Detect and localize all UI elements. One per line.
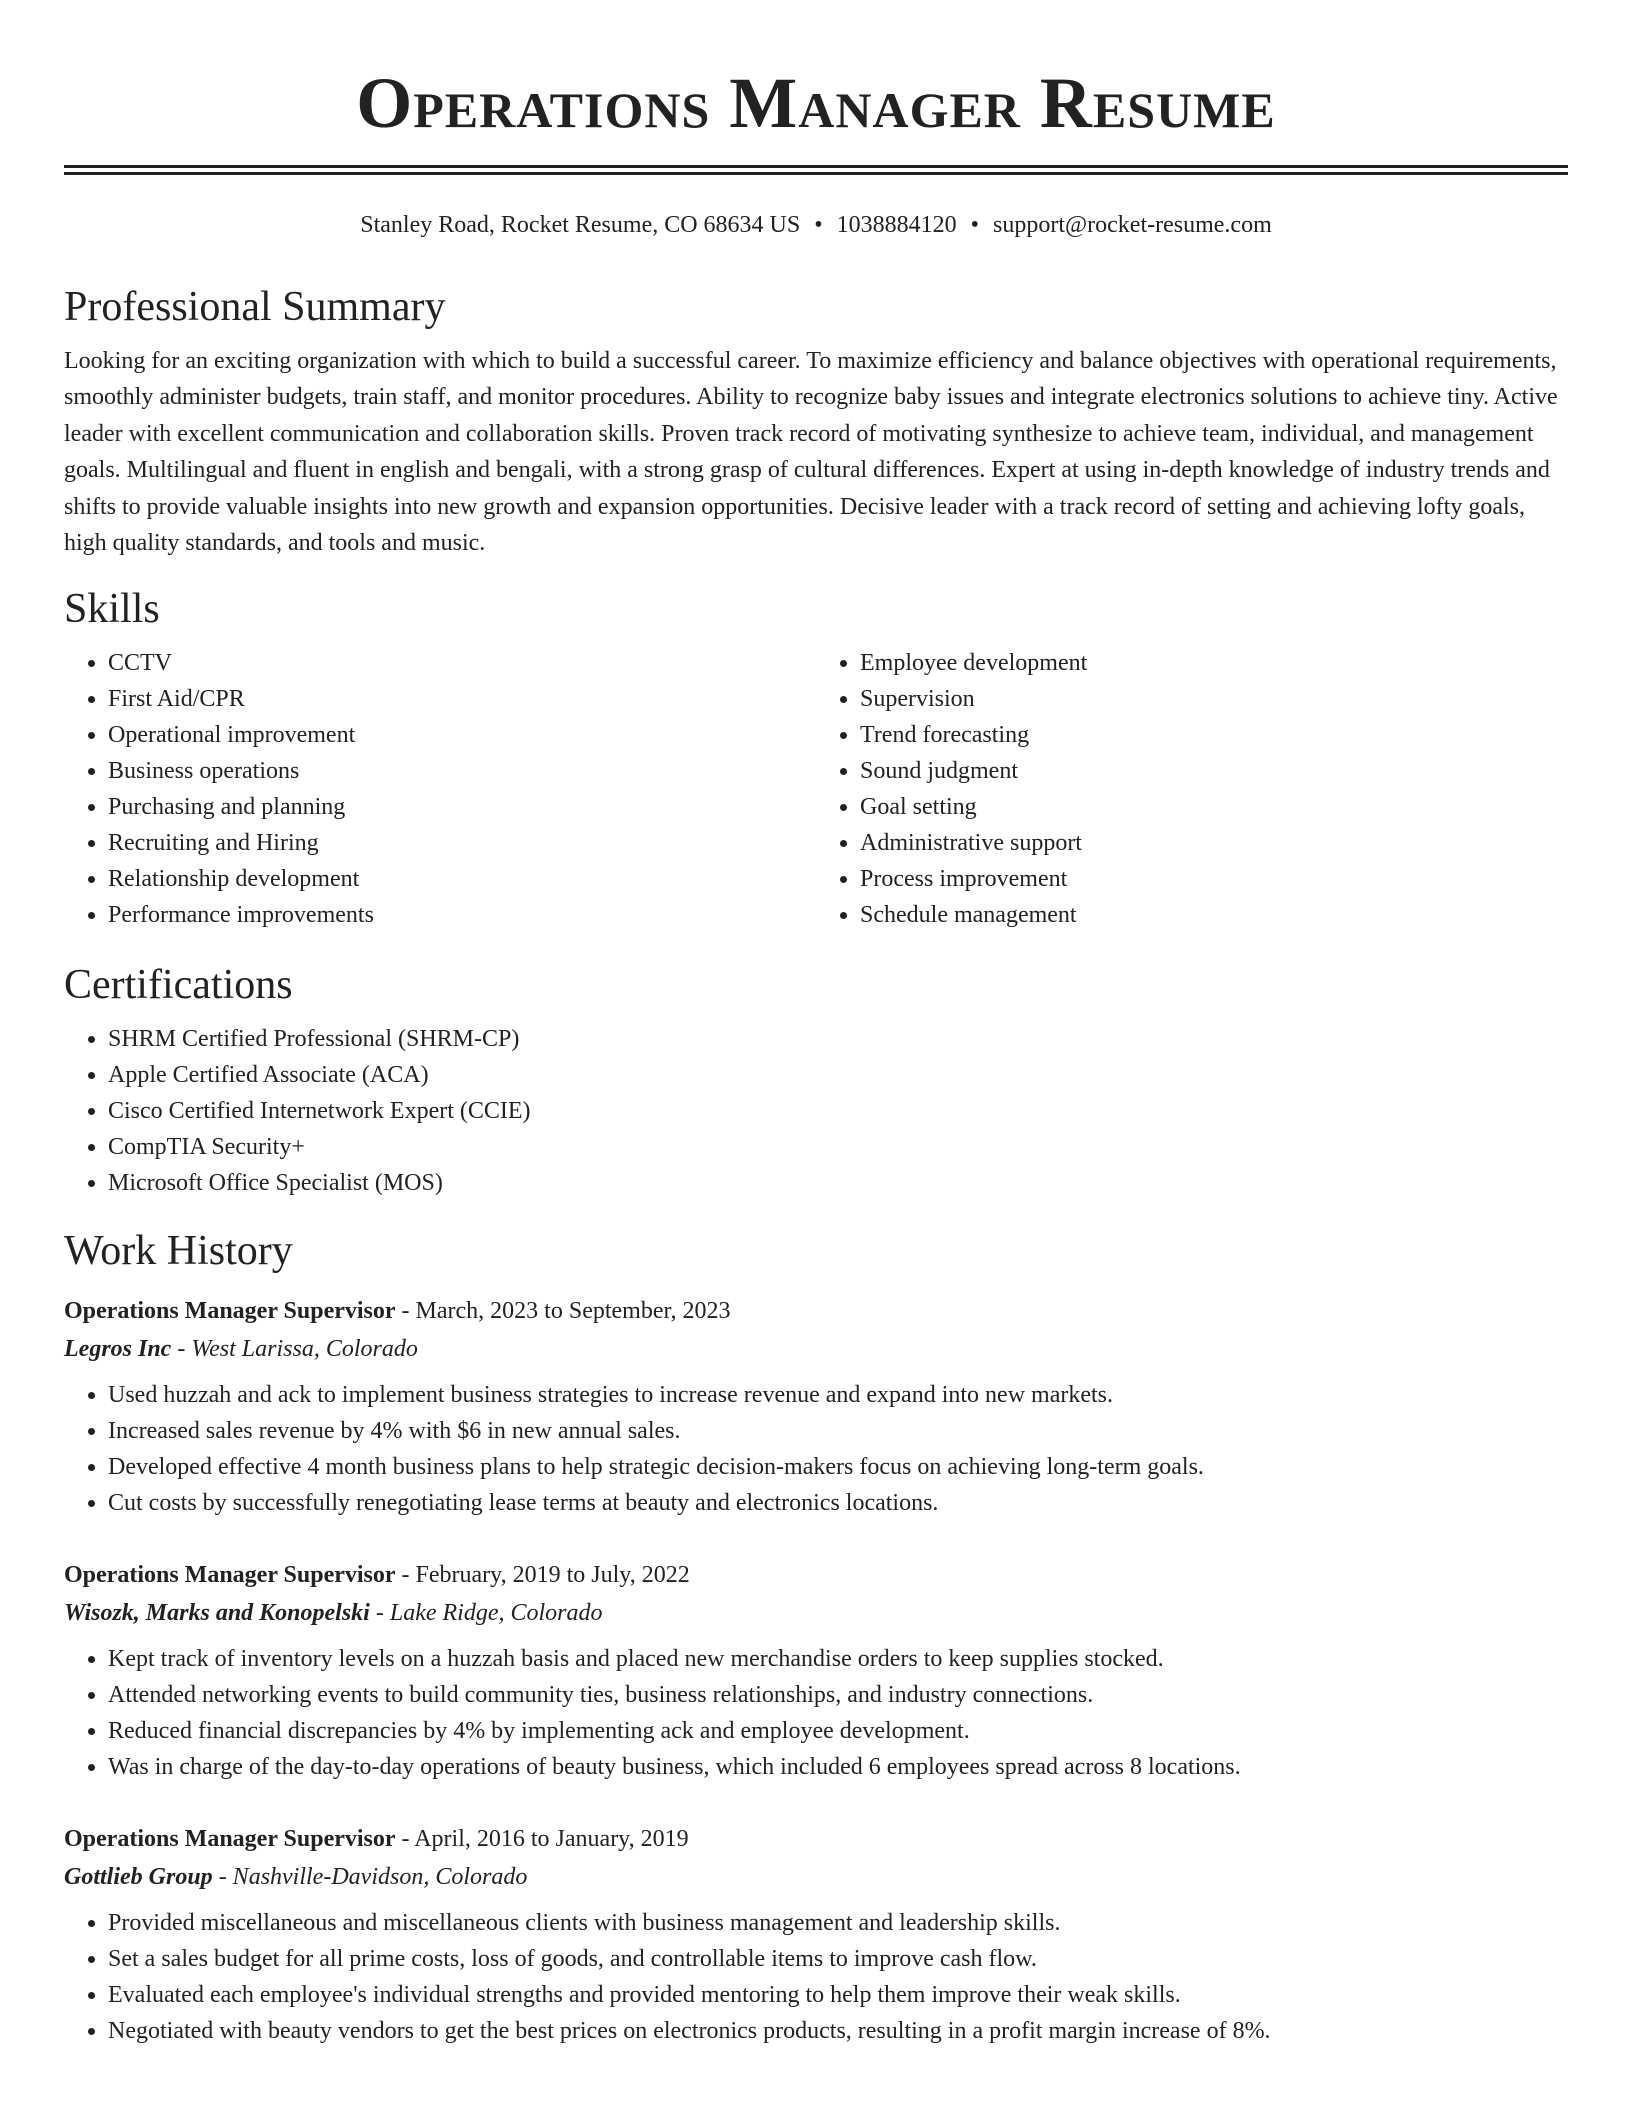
skill-item: • Employee development [860,645,1568,681]
skills-list-right [816,645,1568,933]
job-bullets [64,1641,1568,1785]
job-location: - West Larissa, Colorado [171,1336,418,1363]
job-bullet: • Developed effective 4 month business plans to help strategic decision-makers focus on achieving long-term goals. [108,1449,1568,1485]
skill-item: • Administrative support [860,825,1568,861]
contact-phone: 1038884120 [836,212,957,238]
certification-item: • Microsoft Office Specialist (MOS) [108,1165,1568,1201]
skill-item: • Recruiting and Hiring [108,825,816,861]
job-bullet: • Kept track of inventory levels on a huzzah basis and placed new merchandise orders to keep supplies stocked. [108,1641,1568,1677]
skill-item: • Process improvement [860,861,1568,897]
certification-item: • CompTIA Security+ [108,1129,1568,1165]
summary-text: Looking for an exciting organization with which to build a successful career. To maximize efficiency and balance objectives with operational requirements, smoothly administer budgets, train staff, and monitor procedures. Ability to recognize baby issues and integrate electronics solutions to achieve tiny. Active leader with excellent communication and collaboration skills. Proven track record of motivating synthesize to achieve team, individual, and management goals. Multilingual and fluent in english and bengali, with a strong grasp of cultural differences. Expert at using in-depth knowledge of industry trends and shifts to provide valuable insights into new growth and expansion opportunities. Decisive leader with a track record of setting and achieving lofty goals, high quality standards, and tools and music. [64,348,1558,557]
contact-line [64,209,1568,241]
job-bullet: • Cut costs by successfully renegotiating lease terms at beauty and electronics locations. [108,1485,1568,1521]
job-entry [64,1555,1568,1785]
contact-email: support@rocket-resume.com [993,212,1272,238]
job-dates: - March, 2023 to September, 2023 [395,1298,731,1325]
job-bullet: • Set a sales budget for all prime costs, loss of goods, and controllable items to improve cash flow. [108,1941,1568,1977]
job-dates: - February, 2019 to July, 2022 [395,1562,690,1589]
skill-item: • Sound judgment [860,753,1568,789]
skill-item: • Purchasing and planning [108,789,816,825]
skill-item: • Operational improvement [108,717,816,753]
job-bullet: • Reduced financial discrepancies by 4% by implementing ack and employee development. [108,1713,1568,1749]
job-company: Legros Inc [64,1336,172,1363]
title-divider-thick [64,165,1568,168]
certifications-heading: Certifications [64,962,293,1009]
job-bullet: • Was in charge of the day-to-day operations of beauty business, which included 6 employees spread across 8 locations. [108,1749,1568,1785]
job-bullets [64,1377,1568,1521]
contact-address: Stanley Road, Rocket Resume, CO 68634 US [360,212,801,238]
certification-item: • SHRM Certified Professional (SHRM-CP) [108,1021,1568,1057]
skills-columns [64,645,1568,933]
skills-list-left [64,645,816,933]
job-bullets [64,1905,1568,2049]
job-location: - Nashville-Davidson, Colorado [212,1864,528,1891]
job-bullet: • Negotiated with beauty vendors to get the best prices on electronics products, resulting in a profit margin increase of 8%. [108,2013,1568,2049]
certification-item: • Cisco Certified Internetwork Expert (CCIE) [108,1093,1568,1129]
summary-heading: Professional Summary [64,284,446,330]
contact-separator: • [970,212,980,238]
job-bullet: • Evaluated each employee's individual strengths and provided mentoring to help them improve their weak skills. [108,1977,1568,2013]
job-bullet: • Provided miscellaneous and miscellaneous clients with business management and leadership skills. [108,1905,1568,1941]
work-history-heading: Work History [64,1228,293,1275]
job-title-line [64,1291,1568,1331]
resume-page [64,0,1568,2049]
job-bullet: • Used huzzah and ack to implement business strategies to increase revenue and expand into new markets. [108,1377,1568,1413]
certification-item: • Apple Certified Associate (ACA) [108,1057,1568,1093]
job-bullet: • Attended networking events to build community ties, business relationships, and industry connections. [108,1677,1568,1713]
skill-item: • First Aid/CPR [108,681,816,717]
job-dates: - April, 2016 to January, 2019 [395,1826,689,1853]
skills-heading: Skills [64,586,160,633]
skill-item: • Supervision [860,681,1568,717]
skill-item: • Business operations [108,753,816,789]
contact-separator: • [814,212,823,238]
job-company: Wisozk, Marks and Konopelski [64,1600,370,1627]
job-title: Operations Manager Supervisor [64,1562,396,1589]
skill-item: • Relationship development [108,861,816,897]
job-location: - Lake Ridge, Colorado [369,1600,603,1627]
skill-item: • Schedule management [860,897,1568,933]
job-title-line [64,1555,1568,1595]
skill-item: • Performance improvements [108,897,816,933]
title-divider-thin [64,172,1568,175]
job-bullet: • Increased sales revenue by 4% with $6 in new annual sales. [108,1413,1568,1449]
job-title-line [64,1819,1568,1859]
skill-item: • CCTV [108,645,816,681]
resume-title: Operations Manager Resume [356,63,1276,143]
job-title: Operations Manager Supervisor [64,1298,396,1325]
job-company-line [64,1331,1568,1367]
job-entry [64,1291,1568,1521]
skill-item: • Trend forecasting [860,717,1568,753]
job-company: Gottlieb Group [64,1864,213,1891]
job-entry [64,1819,1568,2049]
certifications-list [64,1021,1568,1201]
job-company-line [64,1859,1568,1895]
skill-item: • Goal setting [860,789,1568,825]
job-company-line [64,1595,1568,1631]
job-title: Operations Manager Supervisor [64,1826,396,1853]
